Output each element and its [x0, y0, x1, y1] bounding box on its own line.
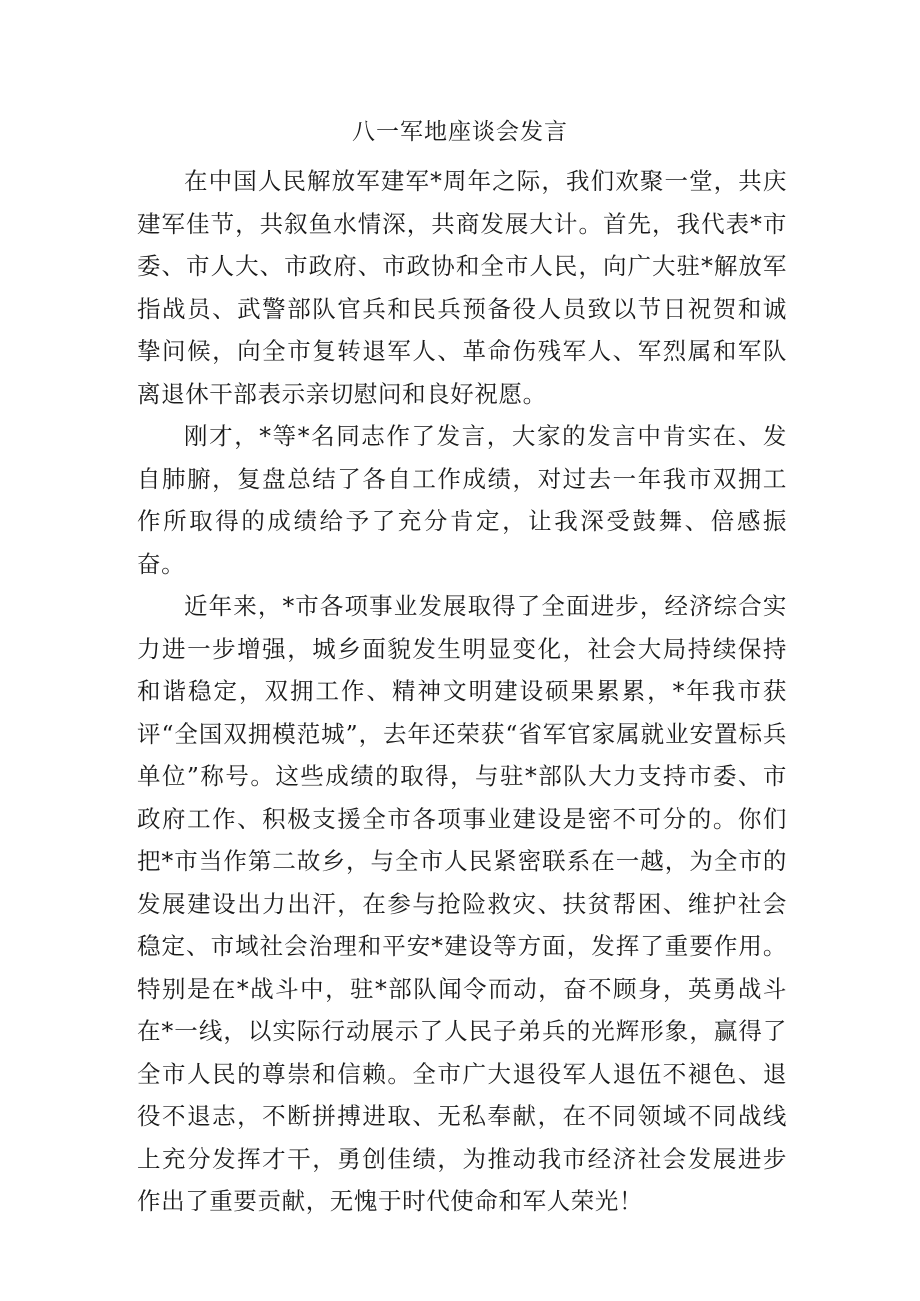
- paragraph-greeting: 在中国人民解放军建军*周年之际，我们欢聚一堂，共庆建军佳节，共叙鱼水情深，共商发展大计。首先，我代表*市委、市人大、市政府、市政协和全市人民，向广大驻*解放军指战员、武警部队官兵和民兵预备役人员致以节日祝贺和诚挚问候，向全市复转退军人、革命伤残军人、军烈属和军队离退休干部表示亲切慰问和良好祝愿。: [137, 167, 787, 408]
- paragraph-achievements: 近年来，*市各项事业发展取得了全面进步，经济综合实力进一步增强，城乡面貌发生明显变化，社会大局持续保持和谐稳定，双拥工作、精神文明建设硕果累累，*年我市获评“全国双拥模范城”，去年还荣获“省军官家属就业安置标兵单位”称号。这些成绩的取得，与驻*部队大力支持市委、市政府工作、积极支援全市各项事业建设是密不可分的。你们把*市当作第二故乡，与全市人民紧密联系在一越，为全市的发展建设出力出汗，在参与抢险救灾、扶贫帮困、维护社会稳定、市域社会治理和平安*建设等方面，发挥了重要作用。特别是在*战斗中，驻*部队闻令而动，奋不顾身，英勇战斗在*一线，以实际行动展示了人民子弟兵的光辉形象，赢得了全市人民的尊崇和信赖。全市广大退役军人退伍不褪色、退役不退志，不断拼搏进取、无私奉献，在不同领域不同战线上充分发挥才干，勇创佳绩，为推动我市经济社会发展进步作出了重要贡献，无愧于时代使命和军人荣光！: [137, 592, 787, 1215]
- document-title: 八一军地座谈会发言: [352, 119, 568, 145]
- paragraph-speeches-review: 刚才，*等*名同志作了发言，大家的发言中肯实在、发自肺腑，复盘总结了各自工作成绩，对过去一年我市双拥工作所取得的成绩给予了充分肯定，让我深受鼓舞、倍感振奋。: [137, 422, 787, 578]
- document-body: [137, 160, 787, 1223]
